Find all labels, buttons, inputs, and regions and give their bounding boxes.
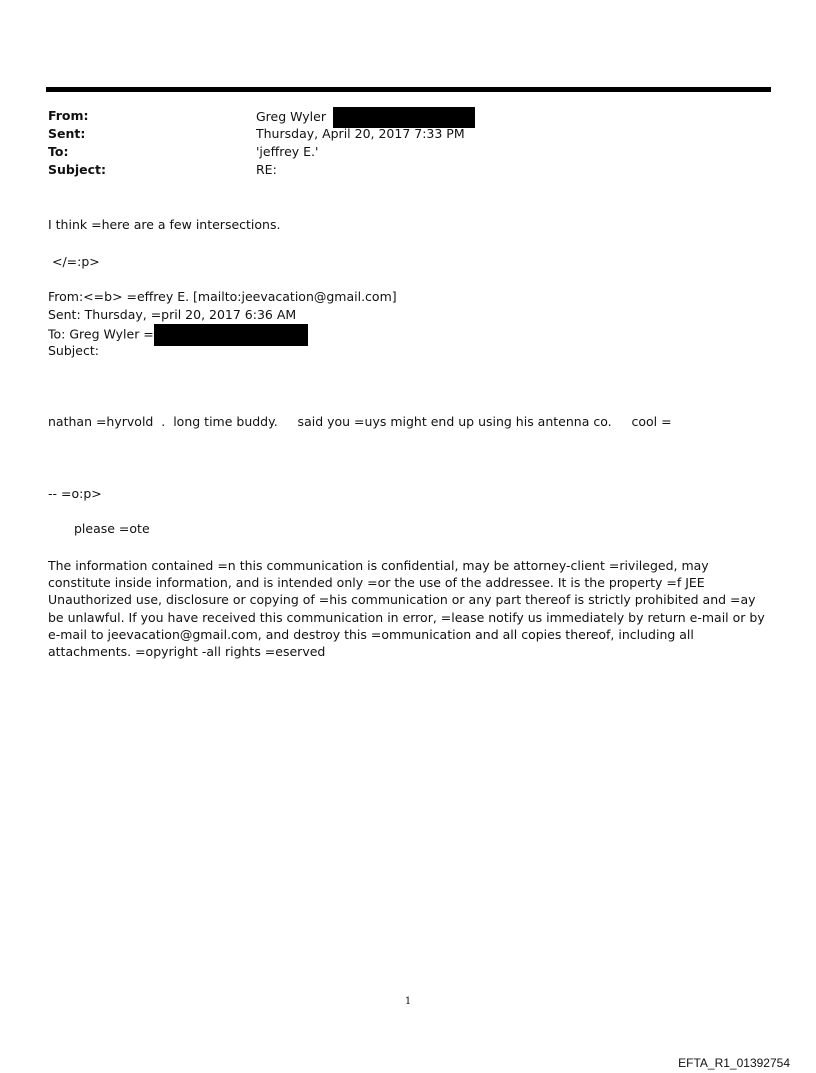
header-rule	[46, 87, 771, 92]
quoted-sent: Sent: Thursday, =pril 20, 2017 6:36 AM	[48, 307, 297, 322]
page-number: 1	[404, 996, 412, 1007]
header-subject-row	[48, 161, 768, 179]
header-sent-row	[48, 125, 768, 143]
header-from-row	[48, 107, 768, 125]
reply-line: I think =here are a few intersections.	[48, 217, 281, 232]
to-value: 'jeffrey E.'	[256, 144, 319, 159]
header-to-row	[48, 143, 768, 161]
message-text: nathan =hyrvold . long time buddy. said you =uys might end up using his antenna co. cool =	[48, 414, 672, 429]
quoted-from: From:<=b> =effrey E. [mailto:jeevacation@gmail.com]	[48, 289, 397, 304]
sent-label: Sent:	[48, 126, 86, 141]
signature-separator: -- =o:p>	[48, 486, 102, 501]
to-label: To:	[48, 144, 69, 159]
redaction-box	[154, 324, 308, 346]
quoted-subject: Subject:	[48, 343, 99, 358]
quoted-to: To: Greg Wyler =	[48, 326, 154, 342]
confidentiality-disclaimer: The information contained =n this communication is confidential, may be attorney-client =rivileged, may constitute inside information, and is intended only =or the use of the addressee. It is the property =f JEE Unauthorized use, disclosure or copying of =his communication or any part thereof is strictly prohibited and =ay be unlawful. If you have received this communication in error, =lease notify us immediately by return e-mail or by e-mail to jeevacation@gmail.com, and destroy this =ommunication and all copies thereof, including all attachments. =opyright -all rights =eserved	[48, 558, 765, 660]
sent-value: Thursday, April 20, 2017 7:33 PM	[256, 126, 465, 141]
reply-markup-line: </=:p>	[48, 254, 100, 269]
please-note: please =ote	[74, 521, 150, 536]
subject-label: Subject:	[48, 162, 106, 177]
from-sender-name: Greg Wyler	[256, 109, 326, 124]
bates-number: EFTA_R1_01392754	[678, 1056, 790, 1070]
subject-value: RE:	[256, 162, 277, 177]
from-label: From:	[48, 108, 89, 123]
